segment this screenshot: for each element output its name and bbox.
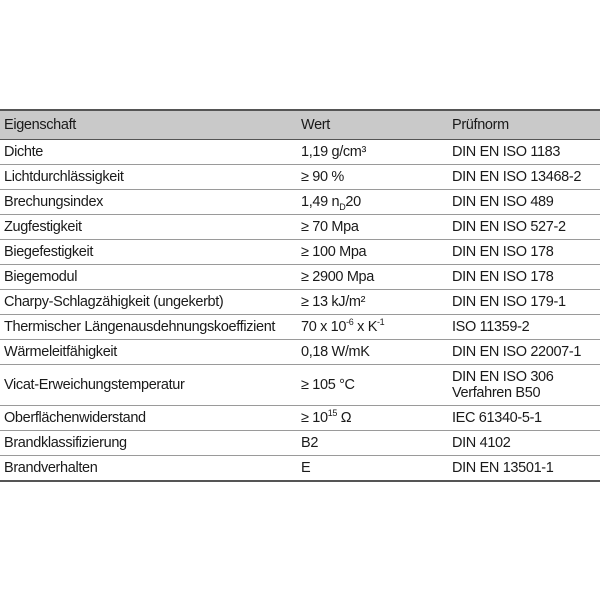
value-cell: ≥ 90 % <box>298 165 450 190</box>
value-subscript: D <box>339 201 346 212</box>
value-cell <box>298 190 450 215</box>
header-pruefnorm: Prüfnorm <box>450 110 600 140</box>
norm-cell: DIN EN ISO 22007-1 <box>450 340 600 365</box>
norm-cell: DIN EN ISO 1183 <box>450 140 600 165</box>
value-mid: Ω <box>337 410 352 426</box>
table-row <box>0 365 600 406</box>
table-row <box>0 406 600 431</box>
norm-cell: DIN EN ISO 178 <box>450 265 600 290</box>
header-eigenschaft: Eigenschaft <box>0 110 298 140</box>
property-cell: Biegefestigkeit <box>0 240 298 265</box>
table-row <box>0 340 600 365</box>
property-cell: Lichtdurchlässigkeit <box>0 165 298 190</box>
value-tail: 20 <box>345 194 361 210</box>
property-cell: Brandverhalten <box>0 456 298 482</box>
table-row <box>0 165 600 190</box>
header-wert: Wert <box>298 110 450 140</box>
property-cell: Biegemodul <box>0 265 298 290</box>
norm-cell: DIN 4102 <box>450 431 600 456</box>
norm-cell: ISO 11359-2 <box>450 315 600 340</box>
property-cell: Vicat-Erweichungstemperatur <box>0 365 298 406</box>
norm-cell: IEC 61340-5-1 <box>450 406 600 431</box>
property-cell: Thermischer Längenausdehnungskoeffizient <box>0 315 298 340</box>
value-cell <box>298 406 450 431</box>
value-main: 70 x 10 <box>301 319 347 335</box>
value-cell <box>298 315 450 340</box>
value-mid: x K <box>353 319 378 335</box>
value-cell: 1,19 g/cm³ <box>298 140 450 165</box>
property-cell: Wärmeleitfähigkeit <box>0 340 298 365</box>
table-row <box>0 456 600 482</box>
property-cell: Brandklassifizierung <box>0 431 298 456</box>
norm-cell: DIN EN ISO 178 <box>450 240 600 265</box>
table-row <box>0 265 600 290</box>
value-main: 1,49 n <box>301 194 340 210</box>
value-cell: ≥ 13 kJ/m² <box>298 290 450 315</box>
norm-line: DIN EN ISO 306 <box>452 369 554 385</box>
table-row <box>0 240 600 265</box>
value-cell: ≥ 100 Mpa <box>298 240 450 265</box>
table-row <box>0 140 600 165</box>
norm-cell: DIN EN ISO 527-2 <box>450 215 600 240</box>
value-cell: ≥ 70 Mpa <box>298 215 450 240</box>
norm-line: Verfahren B50 <box>452 385 541 401</box>
table-row <box>0 290 600 315</box>
value-cell: ≥ 105 °C <box>298 365 450 406</box>
value-main: ≥ 10 <box>301 410 328 426</box>
value-cell: E <box>298 456 450 482</box>
table-row <box>0 190 600 215</box>
properties-table <box>0 109 600 482</box>
norm-cell <box>450 365 600 406</box>
norm-cell: DIN EN ISO 179-1 <box>450 290 600 315</box>
value-cell: B2 <box>298 431 450 456</box>
norm-cell: DIN EN ISO 13468-2 <box>450 165 600 190</box>
table-row <box>0 315 600 340</box>
property-cell: Dichte <box>0 140 298 165</box>
property-cell: Charpy-Schlagzähigkeit (ungekerbt) <box>0 290 298 315</box>
value-superscript: -1 <box>377 317 385 328</box>
property-cell: Zugfestigkeit <box>0 215 298 240</box>
value-cell: 0,18 W/mK <box>298 340 450 365</box>
property-cell: Oberflächenwiderstand <box>0 406 298 431</box>
norm-cell: DIN EN ISO 489 <box>450 190 600 215</box>
norm-cell: DIN EN 13501-1 <box>450 456 600 482</box>
value-superscript: -6 <box>346 317 354 328</box>
value-cell: ≥ 2900 Mpa <box>298 265 450 290</box>
table-row <box>0 215 600 240</box>
table-row <box>0 431 600 456</box>
table-header-row <box>0 110 600 140</box>
property-cell: Brechungsindex <box>0 190 298 215</box>
value-superscript: 15 <box>327 408 338 419</box>
